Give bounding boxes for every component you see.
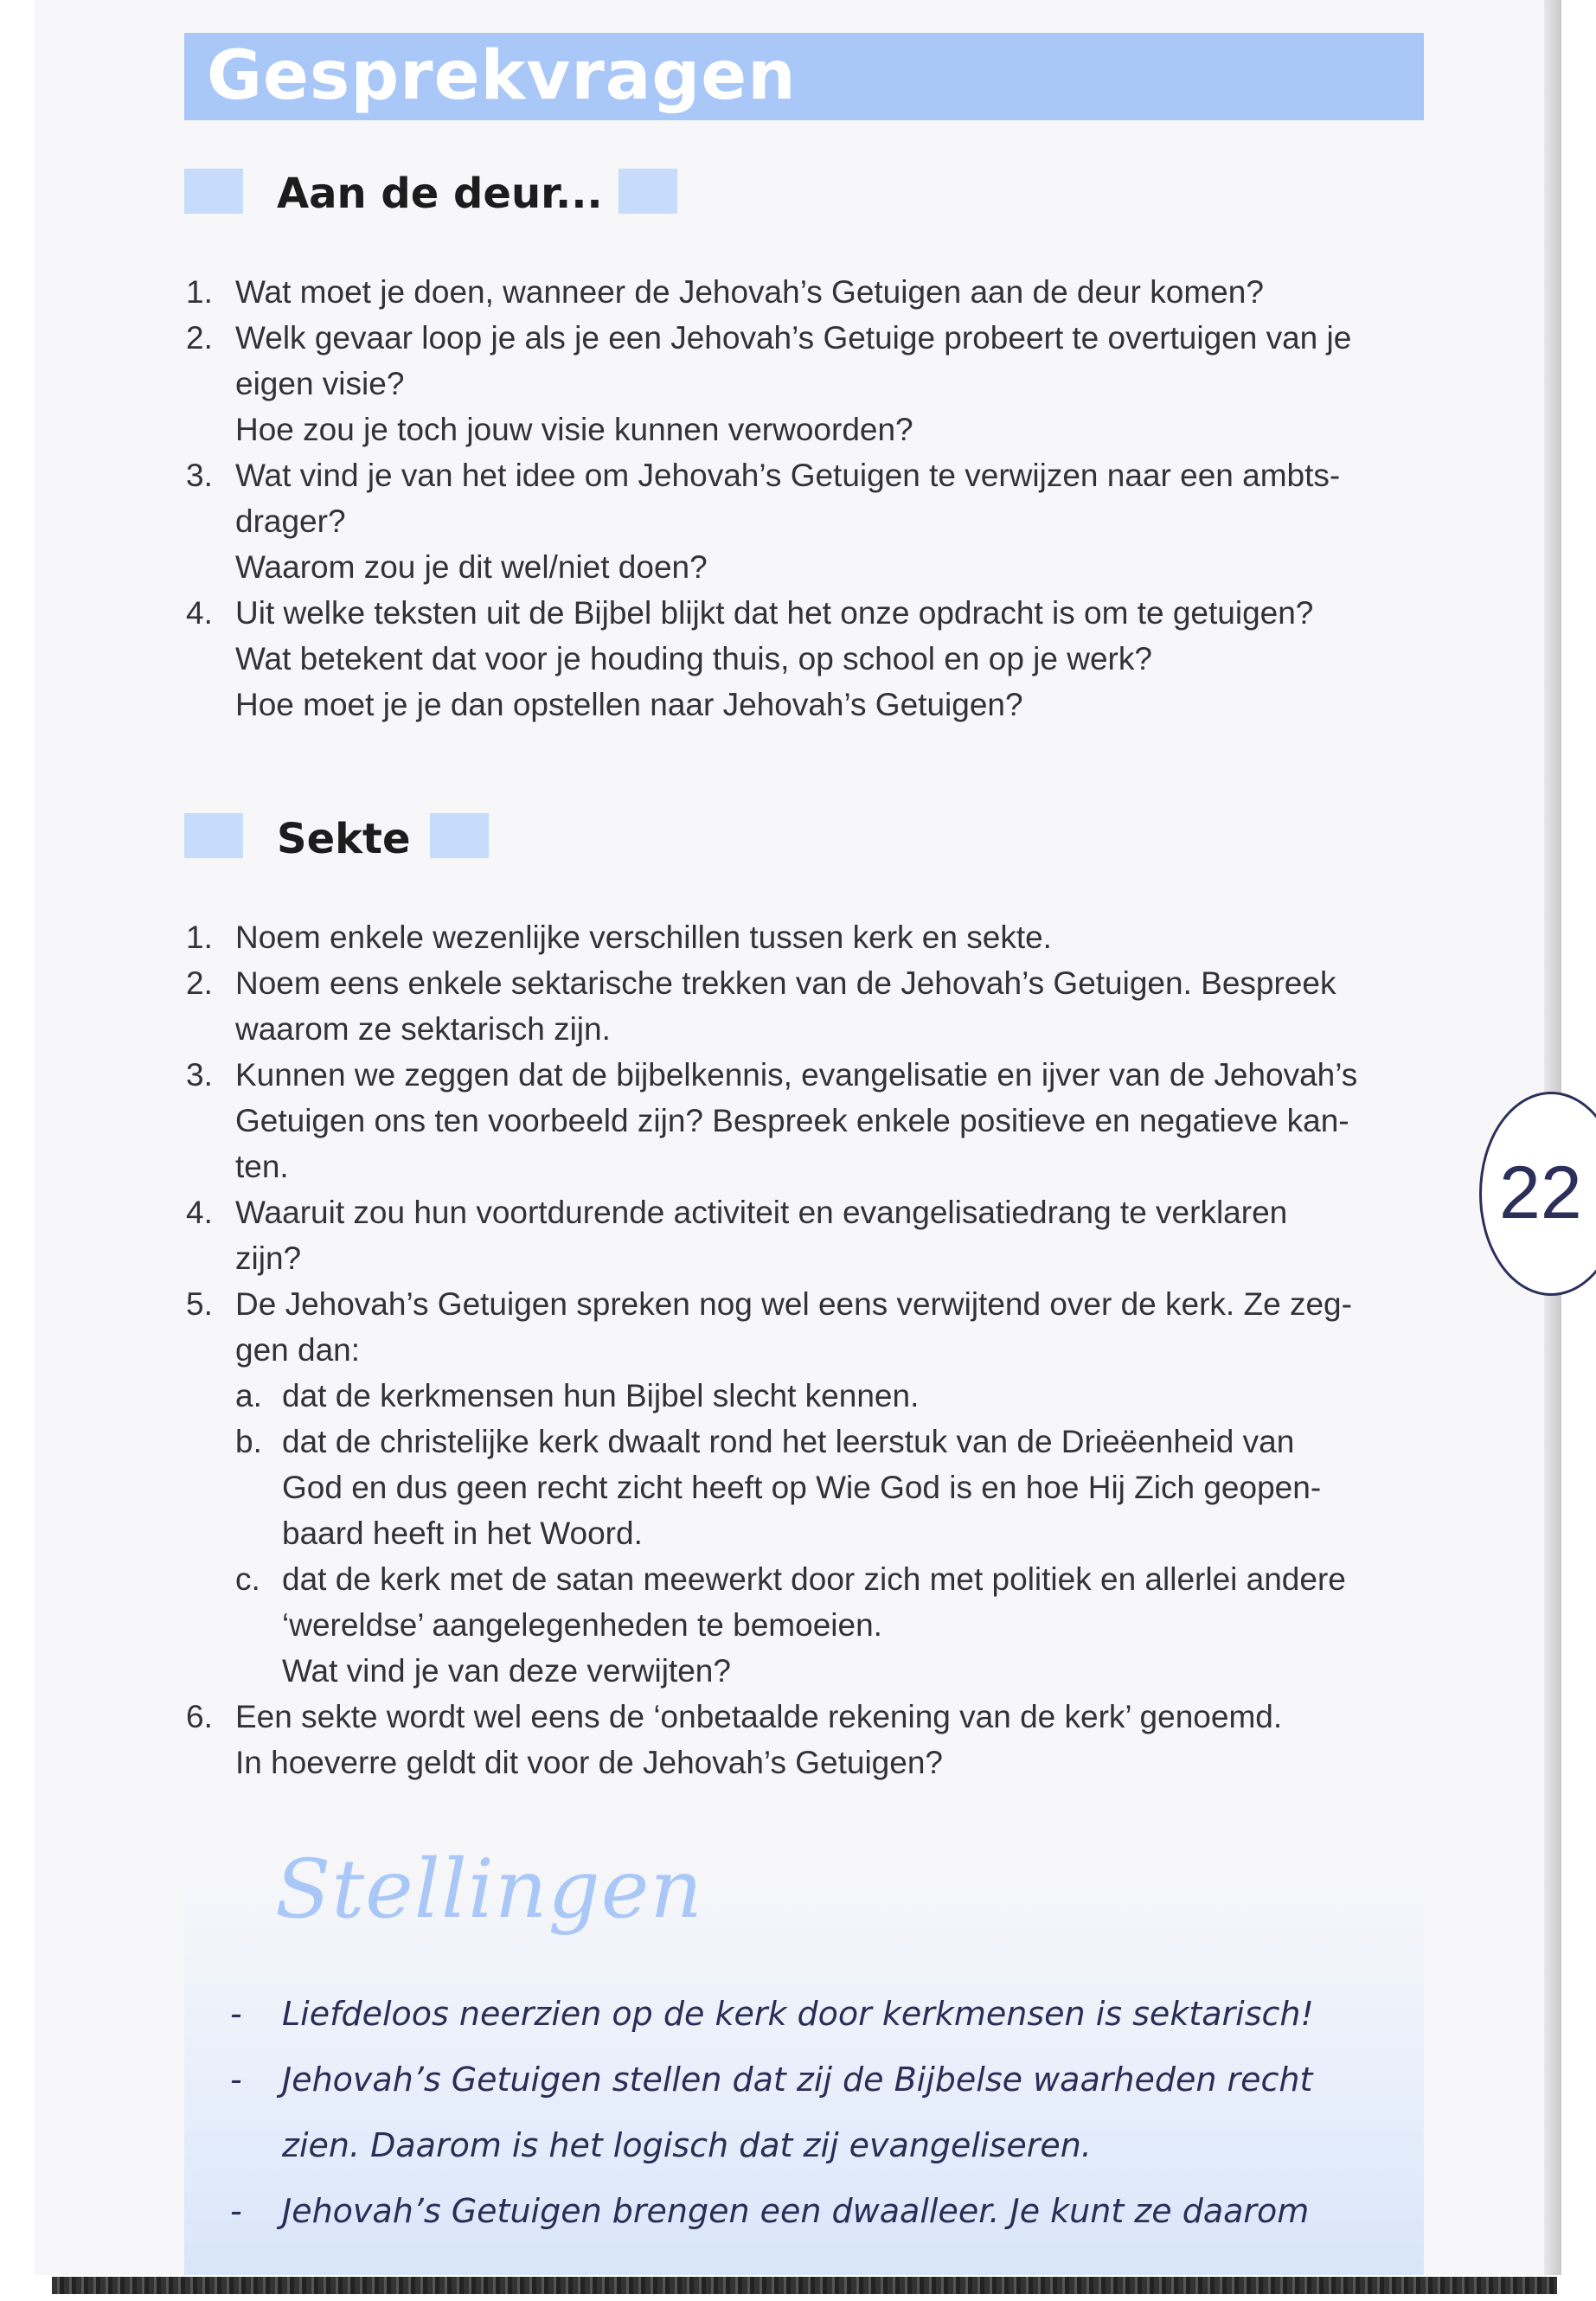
question-list-aan-de-deur [173,269,1436,727]
question-item [173,1281,1436,1694]
stelling-item [230,1981,1314,2047]
question-number: 4. [186,595,213,631]
question-text: Waaruit zou hun voortdurende activiteit en evangelisatiedrang te verklaren [235,1195,1288,1230]
question-item [173,914,1436,960]
question-text: eigen visie? [235,366,405,401]
question-text: Uit welke teksten uit de Bijbel blijkt dat het onze opdracht is om te getuigen? [235,595,1314,631]
question-number: 6. [186,1699,213,1734]
stelling-item [230,2047,1314,2178]
question-item [173,1189,1436,1281]
question-text: waarom ze sektarisch zijn. [235,1011,611,1047]
question-text: Getuigen ons ten voorbeeld zijn? Bespreek enkele positieve en negatieve kan- [235,1103,1349,1138]
stelling-text: Liefdeloos neerzien op de kerk door kerkmensen is sektarisch! [282,1995,1314,2033]
heading-square-left [184,813,243,858]
stelling-text: Jehovah’s Getuigen stellen dat zij de Bijbelse waarheden recht [282,2061,1313,2099]
question-item [173,590,1436,727]
question-number: 5. [186,1286,213,1322]
question-text: In hoeverre geldt dit voor de Jehovah’s Getuigen? [235,1745,943,1780]
stellingen-list [230,1981,1314,2244]
question-item [173,315,1436,452]
heading-square-right [619,169,677,214]
question-number: 2. [186,320,213,356]
question-text: Noem enkele wezenlijke verschillen tussen kerk en sekte. [235,920,1052,955]
question-number: 2. [186,965,213,1001]
sub-question-letter: b. [235,1424,262,1459]
stelling-dash: - [230,1995,242,2033]
heading-square-right [430,813,489,858]
sub-question-item [235,1556,1436,1694]
question-number: 4. [186,1195,213,1230]
question-number: 3. [186,458,213,493]
sub-question-item [235,1419,1436,1556]
heading-square-left [184,169,243,214]
question-item [173,960,1436,1052]
question-text: Welk gevaar loop je als je een Jehovah’s Getuige probeert te overtuigen van je [235,320,1352,356]
question-text: ten. [235,1149,289,1184]
sub-question-text: dat de christelijke kerk dwaalt rond het leerstuk van de Drieëenheid van [282,1424,1295,1459]
question-item [173,1052,1436,1189]
stelling-dash: - [230,2192,242,2230]
sub-question-followup: Wat vind je van deze verwijten? [282,1653,731,1689]
sub-question-text: baard heeft in het Woord. [282,1516,643,1551]
sub-question-letter: c. [235,1561,260,1597]
stellingen-heading: Stellingen [275,1843,703,1937]
question-text: De Jehovah’s Getuigen spreken nog wel eens verwijtend over de kerk. Ze zeg- [235,1286,1352,1322]
question-item [173,452,1436,590]
question-text: zijn? [235,1240,302,1276]
page-number: 22 [1499,1151,1582,1234]
sub-question-text: dat de kerk met de satan meewerkt door zich met politiek en allerlei andere [282,1561,1346,1597]
sub-question-text: ‘wereldse’ aangelegenheden te bemoeien. [282,1607,882,1643]
stelling-text: Jehovah’s Getuigen brengen een dwaalleer. Je kunt ze daarom [282,2192,1310,2230]
question-text: Hoe moet je je dan opstellen naar Jehovah’s Getuigen? [235,687,1023,722]
section-heading-aan-de-deur: Aan de deur... [277,170,603,218]
question-text: Kunnen we zeggen dat de bijbelkennis, evangelisatie en ijver van de Jehovah’s [235,1057,1358,1093]
question-text: gen dan: [235,1332,361,1368]
sub-question-letter: a. [235,1378,262,1413]
title-banner [184,33,1424,120]
stelling-item [230,2178,1314,2244]
page-title: Gesprekvragen [207,37,797,115]
question-text: drager? [235,503,346,539]
section-heading-sekte: Sekte [277,815,411,863]
question-number: 1. [186,920,213,955]
stelling-dash: - [230,2061,242,2099]
sub-question-text: God en dus geen recht zicht heeft op Wie God is en hoe Hij Zich geopen- [282,1470,1322,1505]
question-text: Wat moet je doen, wanneer de Jehovah’s Getuigen aan de deur komen? [235,274,1264,310]
question-list-sekte [173,914,1436,1785]
scan-edge-band [52,2277,1557,2294]
question-text: Noem eens enkele sektarische trekken van de Jehovah’s Getuigen. Bespreek [235,965,1336,1001]
question-text: Een sekte wordt wel eens de ‘onbetaalde rekening van de kerk’ genoemd. [235,1699,1283,1734]
question-number: 1. [186,274,213,310]
question-text: Wat betekent dat voor je houding thuis, op school en op je werk? [235,641,1152,676]
sub-question-list [235,1373,1436,1694]
question-text: Wat vind je van het idee om Jehovah’s Getuigen te verwijzen naar een ambts- [235,458,1341,493]
question-item [173,1694,1436,1785]
sub-question-text: dat de kerkmensen hun Bijbel slecht kennen. [282,1378,920,1413]
question-text: Hoe zou je toch jouw visie kunnen verwoorden? [235,412,913,447]
stelling-text: zien. Daarom is het logisch dat zij evangeliseren. [282,2126,1092,2164]
question-item [173,269,1436,315]
question-number: 3. [186,1057,213,1093]
question-text: Waarom zou je dit wel/niet doen? [235,549,708,585]
sub-question-item [235,1373,1436,1419]
